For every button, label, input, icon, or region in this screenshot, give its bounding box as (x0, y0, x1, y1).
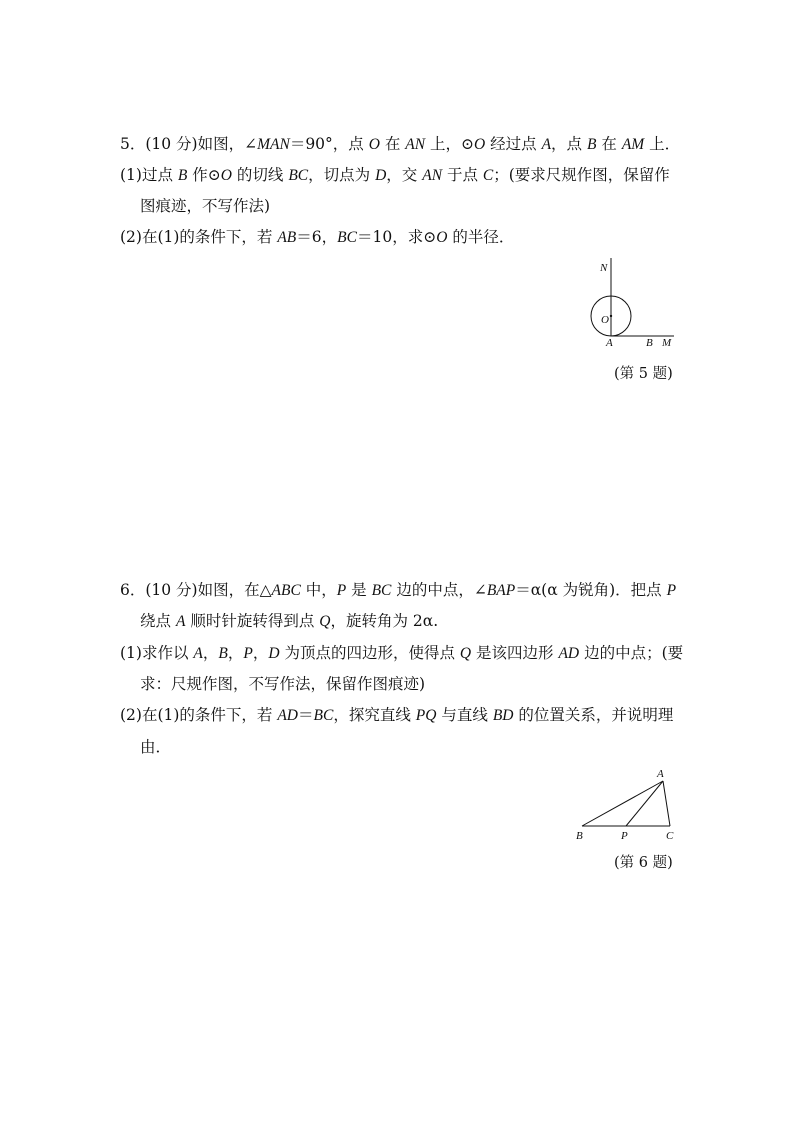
label-b: B (646, 337, 653, 349)
q6-caption: (第 6 题) (614, 855, 673, 871)
q5-caption: (第 5 题) (614, 366, 673, 382)
q6-intro-cont: 绕点 A 顺时针旋转得到点 Q，旋转角为 2α. (140, 612, 439, 630)
label-n: N (600, 262, 608, 274)
label-p: P (621, 830, 628, 842)
q5-part2: (2)在(1)的条件下，若 AB＝6，BC＝10，求⊙O 的半径． (120, 228, 515, 246)
q5-part1-cont: 图痕迹，不写作法) (140, 197, 271, 215)
q6-intro: 6．(10 分)如图，在△ABC 中，P 是 BC 边的中点，∠BAP＝α(α 为锐角)．把点 P (120, 581, 677, 599)
label-b: B (576, 830, 583, 842)
side-ab (582, 781, 663, 826)
q5-intro: 5．(10 分)如图，∠MAN＝90°，点 O 在 AN 上，⊙O 经过点 A，点 B 在 AM 上． (120, 135, 681, 153)
q6-part1: (1)求作以 A，B，P，D 为顶点的四边形，使得点 Q 是该四边形 AD 边的中点；(要 (120, 644, 684, 662)
q6-part2-cont: 由． (140, 738, 172, 756)
segment-ap (626, 781, 663, 826)
label-o: O (601, 314, 609, 326)
q6-part2: (2)在(1)的条件下，若 AD＝BC，探究直线 PQ 与直线 BD 的位置关系，并说明理 (120, 706, 674, 724)
q6-part1-cont: 求：尺规作图，不写作法，保留作图痕迹) (140, 675, 426, 693)
label-m: M (662, 337, 672, 349)
label-a: A (606, 337, 613, 349)
q5-part1: (1)过点 B 作⊙O 的切线 BC，切点为 D，交 AN 于点 C；(要求尺规作图，保留作 (120, 166, 670, 184)
side-ac (663, 781, 670, 826)
label-a: A (657, 768, 664, 780)
label-c: C (666, 830, 674, 842)
